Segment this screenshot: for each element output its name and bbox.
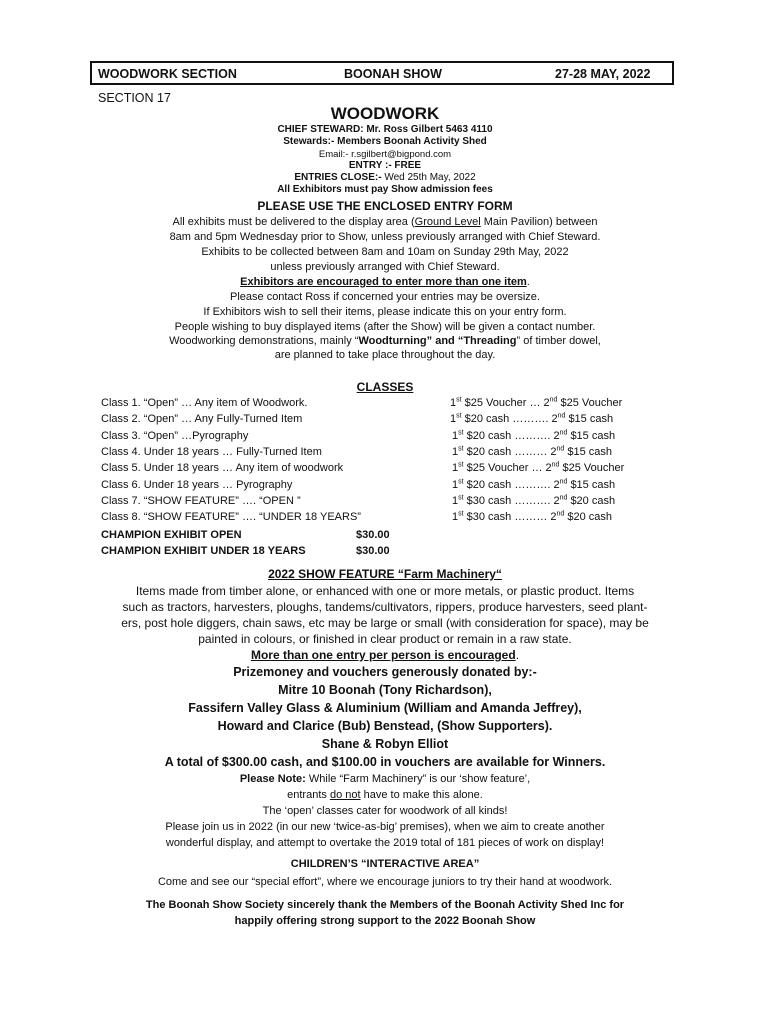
feature-line-3: ers, post hole diggers, chain saws, etc may be large or small (with consideration for space), may be — [121, 616, 649, 630]
intro-text: ” of timber dowel, — [516, 335, 601, 347]
sponsor-line-2: Mitre 10 Boonah (Tony Richardson), — [278, 683, 492, 697]
note-line-4: Please join us in 2022 (in our new ‘twice-as-big’ premises), when we aim to create another — [165, 821, 605, 833]
chief-steward: CHIEF STEWARD: Mr. Ross Gilbert 5463 4110 — [277, 124, 493, 135]
intro-line-4: unless previously arranged with Chief Steward. — [270, 261, 500, 273]
class-prizes — [450, 397, 622, 409]
more-entries-end: . — [515, 648, 520, 662]
intro-line-3: Exhibits to be collected between 8am and 10am on Sunday 29th May, 2022 — [201, 246, 569, 258]
children-text: Come and see our “special effort”, where we encourage juniors to try their hand at woodwork. — [157, 876, 613, 888]
intro-text: . — [526, 276, 530, 288]
intro-line-6: Please contact Ross if concerned your entries may be oversize. — [230, 291, 540, 303]
first-ordinal-number: 1 — [450, 397, 457, 409]
first-ordinal-number: 1 — [452, 462, 459, 475]
classes-heading: CLASSES — [356, 380, 414, 394]
section-number: SECTION 17 — [98, 91, 171, 105]
intro-line-1 — [0, 216, 770, 228]
encouraged-text: Exhibitors are encouraged to enter more than one item — [240, 276, 527, 288]
entry-fee: ENTRY :- FREE — [348, 160, 422, 171]
class-name: Class 7. “SHOW FEATURE” …. “OPEN ” — [101, 494, 301, 507]
first-prize: $25 Voucher … 2 — [466, 462, 552, 475]
second-ordinal-suffix: nd — [557, 412, 566, 420]
second-prize: $15 cash — [570, 429, 616, 442]
ground-level-text: Ground Level — [414, 216, 481, 228]
first-ordinal-suffix: st — [456, 396, 462, 404]
sponsor-line-4: Howard and Clarice (Bub) Benstead, (Show Supporters). — [217, 719, 553, 733]
header-section: WOODWORK SECTION — [98, 67, 237, 81]
second-prize: $25 Voucher — [562, 462, 625, 475]
class-name: Class 1. “Open” … Any item of Woodwork. — [101, 397, 308, 409]
champion-open-name: CHAMPION EXHIBIT OPEN — [101, 529, 242, 541]
intro-text: Main Pavilion) between — [480, 216, 598, 228]
intro-line-8: People wishing to buy displayed items (after the Show) will be given a contact number. — [174, 321, 596, 333]
admission-note: All Exhibitors must pay Show admission fees — [277, 184, 493, 195]
prize-total: A total of $300.00 cash, and $100.00 in vouchers are available for Winners. — [164, 755, 606, 769]
second-prize: $25 Voucher — [560, 397, 623, 409]
class-prizes — [452, 479, 615, 491]
class-name: Class 2. “Open” … Any Fully-Turned Item — [101, 413, 303, 426]
first-ordinal-suffix: st — [458, 445, 464, 453]
class-name: Class 8. “SHOW FEATURE” …. “UNDER 18 YEARS” — [101, 511, 361, 524]
stewards: Stewards:- Members Boonah Activity Shed — [283, 136, 487, 147]
first-ordinal-suffix: st — [458, 510, 464, 518]
first-ordinal-number: 1 — [450, 413, 457, 426]
intro-line-5 — [0, 276, 770, 288]
do-not-text: do not — [329, 789, 361, 801]
thanks-line-2: happily offering strong support to the 2022 Boonah Show — [234, 915, 536, 927]
note-line-2 — [0, 789, 770, 801]
class-name: Class 5. Under 18 years … Any item of woodwork — [101, 462, 344, 475]
first-prize: $20 cash ………. 2 — [466, 429, 560, 442]
thanks-line-1: The Boonah Show Society sincerely thank the Members of the Boonah Activity Shed Inc for — [145, 899, 625, 911]
second-prize: $20 cash — [567, 511, 613, 524]
note-text: While “Farm Machinery” is our ‘show feature’, — [305, 773, 531, 785]
second-ordinal-suffix: nd — [559, 428, 568, 436]
header-dates: 27-28 MAY, 2022 — [555, 67, 651, 81]
intro-line-2: 8am and 5pm Wednesday prior to Show, unless previously arranged with Chief Steward. — [169, 231, 601, 243]
second-prize: $15 cash — [567, 445, 613, 458]
first-ordinal-suffix: st — [458, 428, 464, 436]
more-entries-text: More than one entry per person is encouraged — [250, 648, 516, 662]
intro-text: Woodworking demonstrations, mainly “ — [169, 335, 359, 347]
woodturning-text: Woodturning” and “Threading — [358, 335, 517, 347]
first-ordinal-number: 1 — [452, 429, 459, 442]
class-prizes — [452, 511, 612, 523]
note-text: entrants — [287, 789, 330, 801]
second-ordinal-suffix: nd — [549, 396, 558, 404]
class-name: Class 4. Under 18 years … Fully-Turned Item — [101, 445, 322, 458]
entries-close — [0, 172, 770, 183]
feature-line-4: painted in colours, or finished in clear product or remain in a raw state. — [198, 632, 572, 646]
second-ordinal-suffix: nd — [556, 445, 565, 453]
first-prize: $20 cash ……… 2 — [466, 445, 557, 458]
sponsor-line-3: Fassifern Valley Glass & Aluminium (William and Amanda Jeffrey), — [188, 701, 582, 715]
header-show: BOONAH SHOW — [344, 67, 442, 81]
feature-heading: 2022 SHOW FEATURE “Farm Machinery“ — [268, 567, 502, 581]
sponsor-line-1: Prizemoney and vouchers generously donated by:- — [233, 665, 537, 679]
first-prize: $30 cash ……… 2 — [466, 511, 557, 524]
children-heading: CHILDREN’S “INTERACTIVE AREA” — [290, 858, 480, 870]
class-prizes — [450, 413, 613, 425]
page-title: WOODWORK — [330, 104, 440, 123]
class-prizes — [452, 495, 615, 507]
first-prize: $25 Voucher … 2 — [464, 397, 550, 409]
note-line-3: The ‘open’ classes cater for woodwork of all kinds! — [262, 805, 508, 817]
first-ordinal-number: 1 — [452, 511, 459, 524]
header-box — [90, 61, 674, 85]
entries-close-label: ENTRIES CLOSE:- — [294, 172, 382, 183]
intro-line-7: If Exhibitors wish to sell their items, please indicate this on your entry form. — [203, 306, 567, 318]
intro-line-10: are planned to take place throughout the day. — [274, 349, 496, 361]
first-prize: $30 cash ………. 2 — [466, 494, 560, 507]
class-name: Class 6. Under 18 years … Pyrography — [101, 478, 293, 491]
second-prize: $15 cash — [568, 413, 614, 426]
first-ordinal-suffix: st — [458, 477, 464, 485]
entry-form-heading: PLEASE USE THE ENCLOSED ENTRY FORM — [257, 199, 513, 213]
second-ordinal-suffix: nd — [559, 494, 568, 502]
second-prize: $15 cash — [570, 478, 616, 491]
feature-line-2: such as tractors, harvesters, ploughs, tandems/cultivators, rippers, produce harvesters, seed plant- — [122, 600, 648, 614]
intro-text: All exhibits must be delivered to the display area ( — [172, 216, 415, 228]
note-text: have to make this alone. — [360, 789, 483, 801]
first-ordinal-suffix: st — [458, 494, 464, 502]
second-prize: $20 cash — [570, 494, 616, 507]
champion-open-amount: $30.00 — [356, 529, 390, 541]
intro-line-9 — [0, 335, 770, 347]
class-prizes — [452, 446, 612, 458]
second-ordinal-suffix: nd — [556, 510, 565, 518]
first-ordinal-number: 1 — [452, 478, 459, 491]
first-ordinal-suffix: st — [456, 412, 462, 420]
champion-u18-amount: $30.00 — [356, 545, 390, 557]
note-line-5: wonderful display, and attempt to overtake the 2019 total of 181 pieces of work on display! — [165, 837, 605, 849]
class-name: Class 3. “Open” …Pyrography — [101, 429, 249, 442]
note-line-1 — [0, 773, 770, 785]
note-label: Please Note: — [239, 773, 306, 785]
first-ordinal-number: 1 — [452, 494, 459, 507]
entries-close-date: Wed 25th May, 2022 — [381, 172, 476, 183]
email: Email:- r.sgilbert@bigpond.com — [318, 149, 452, 160]
more-entries — [0, 648, 770, 662]
feature-line-1: Items made from timber alone, or enhanced with one or more metals, or plastic product. Items — [135, 584, 635, 598]
first-ordinal-number: 1 — [452, 445, 459, 458]
second-ordinal-suffix: nd — [551, 461, 560, 469]
first-prize: $20 cash ………. 2 — [466, 478, 560, 491]
champion-u18-name: CHAMPION EXHIBIT UNDER 18 YEARS — [101, 545, 306, 557]
sponsor-line-5: Shane & Robyn Elliot — [321, 737, 449, 751]
first-prize: $20 cash ………. 2 — [464, 413, 558, 426]
class-prizes — [452, 430, 615, 442]
class-prizes — [452, 462, 624, 474]
second-ordinal-suffix: nd — [559, 477, 568, 485]
first-ordinal-suffix: st — [458, 461, 464, 469]
